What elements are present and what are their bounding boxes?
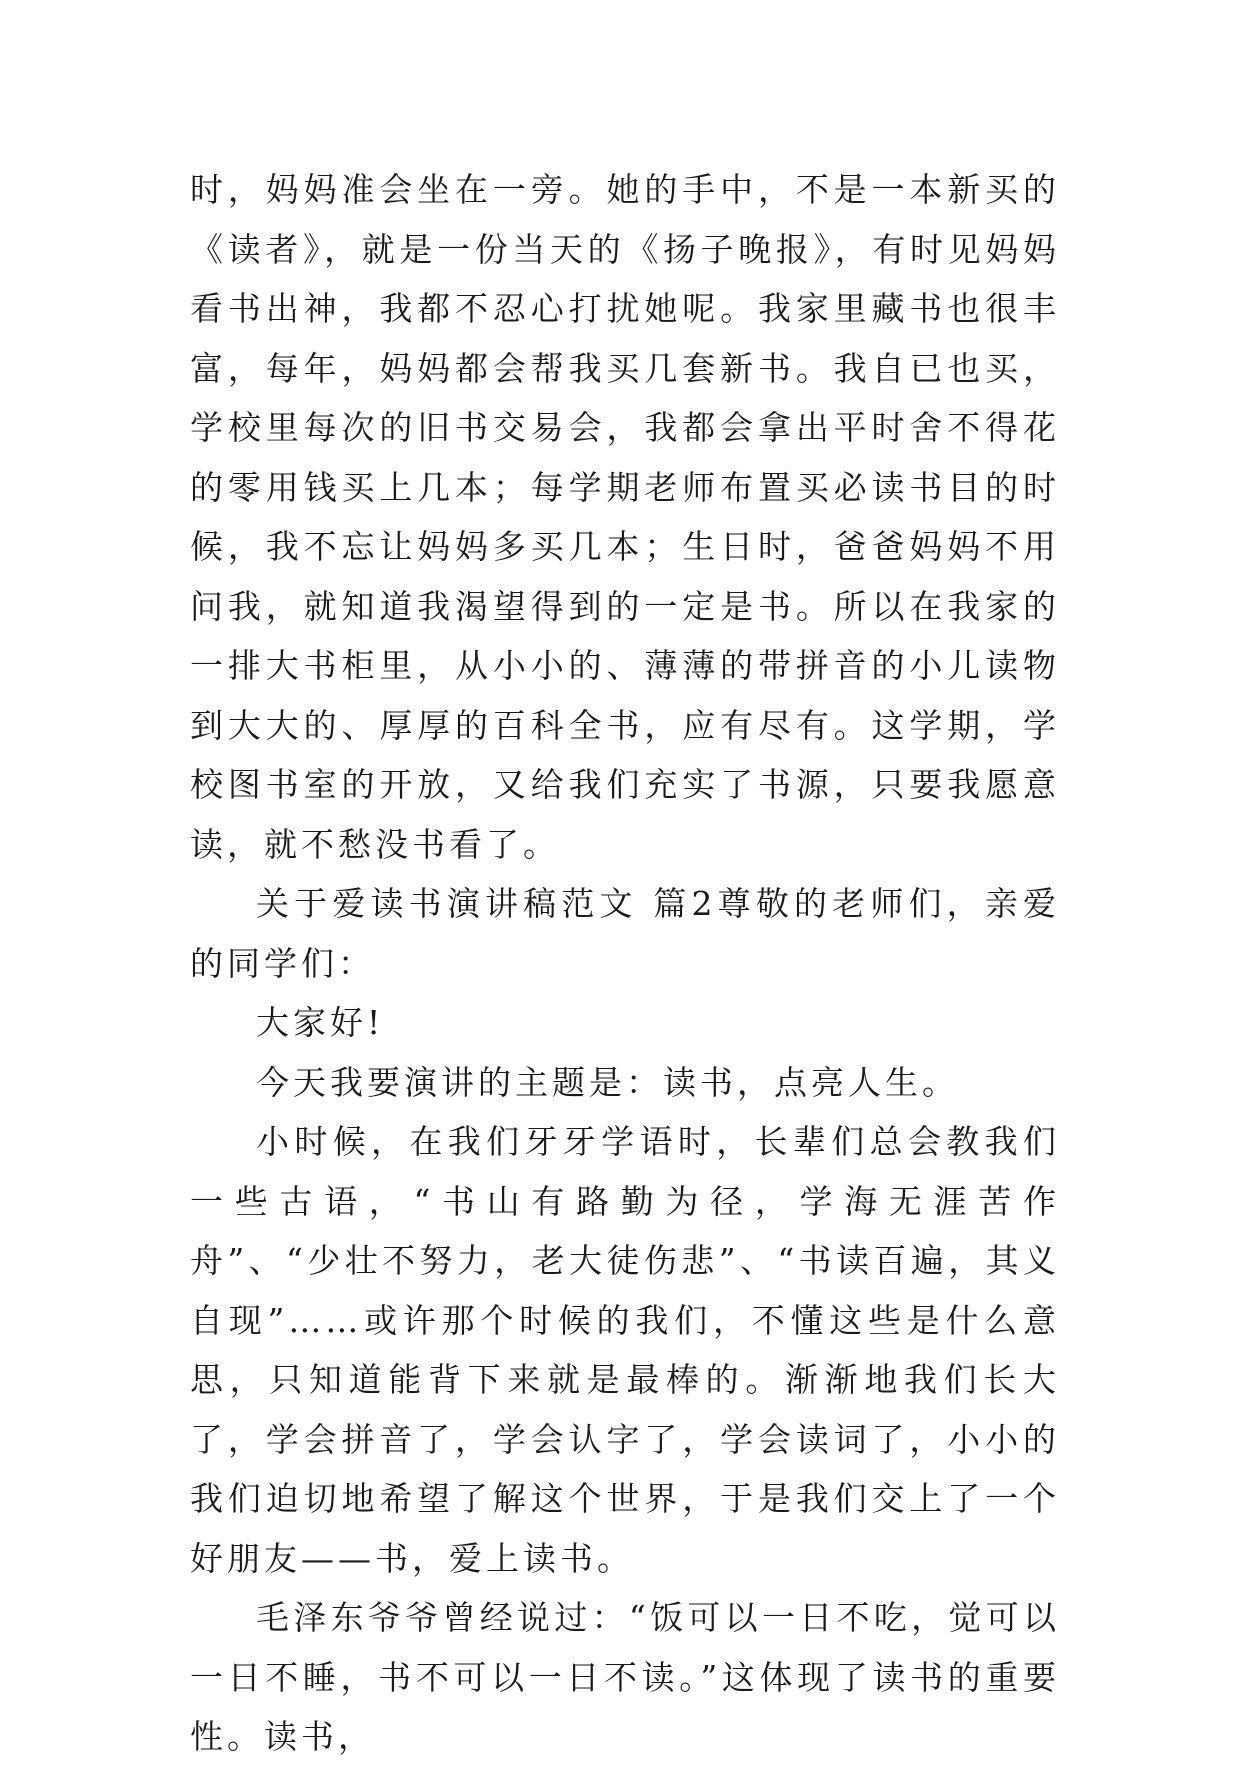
paragraph-quote: 毛泽东爷爷曾经说过：“饭可以一日不吃，觉可以一日不睡，书不可以一日不读。”这体现了读书的重要性。读书， bbox=[190, 1598, 1060, 1756]
paragraph-childhood: 小时候，在我们牙牙学语时，长辈们总会教我们一些古语，“书山有路勤为径，学海无涯苦作舟”、“少壮不努力，老大徒伤悲”、“书读百遍，其义自现”……或许那个时候的我们，不懂这些是什么意思，只知道能背下来就是最棒的。渐渐地我们长大了，学会拼音了，学会认字了，学会读词了，小小的我们迫切地希望了解这个世界，于是我们交上了一个好朋友——书，爱上读书。 bbox=[190, 1122, 1060, 1578]
paragraph-continuation: 时，妈妈准会坐在一旁。她的手中，不是一本新买的《读者》，就是一份当天的《扬子晚报》，有时见妈妈看书出神，我都不忍心打扰她呢。我家里藏书也很丰富，每年，妈妈都会帮我买几套新书。我自已也买，学校里每次的旧书交易会，我都会拿出平时舍不得花的零用钱买上几本；每学期老师布置买必读书目的时候，我不忘让妈妈多买几本；生日时，爸爸妈妈不用问我，就知道我渴望得到的一定是书。所以在我家的一排大书柜里，从小小的、薄薄的带拼音的小儿读物到大大的、厚厚的百科全书，应有尽有。这学期，学校图书室的开放，又给我们充实了书源，只要我愿意读，就不愁没书看了。 bbox=[190, 170, 1060, 864]
document-body bbox=[190, 160, 1060, 1767]
paragraph-section-heading: 关于爱读书演讲稿范文 篇2尊敬的老师们，亲爱的同学们： bbox=[190, 884, 1060, 983]
paragraph-topic: 今天我要演讲的主题是：读书，点亮人生。 bbox=[256, 1062, 959, 1102]
paragraph-greeting: 大家好! bbox=[256, 1003, 385, 1042]
